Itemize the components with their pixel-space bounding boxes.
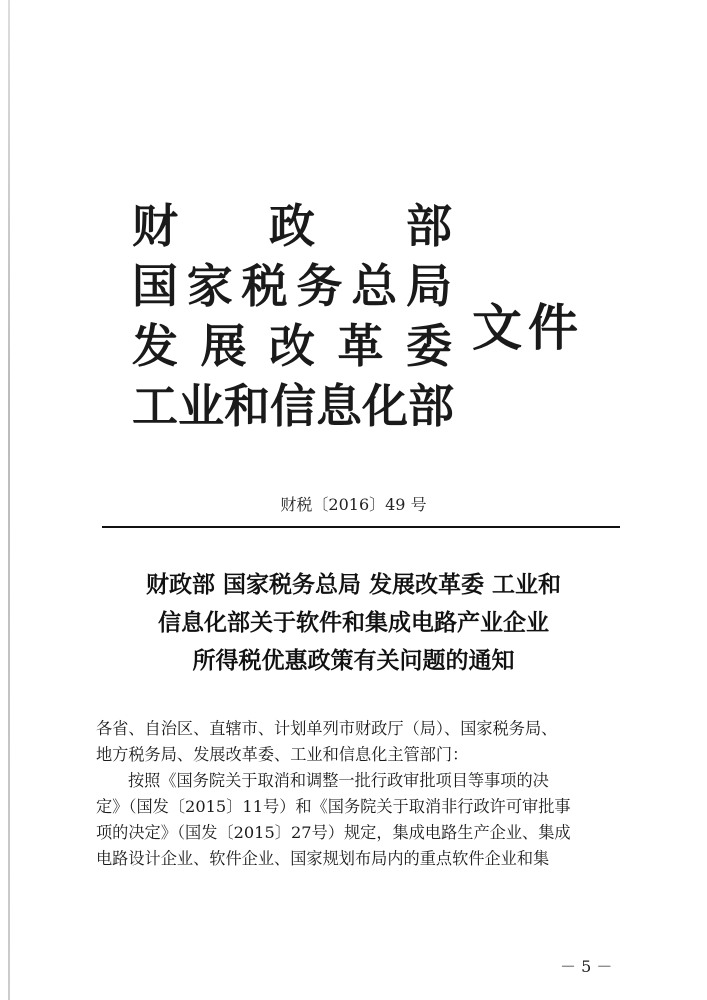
agency-line-4: 工业和信息化部	[132, 379, 454, 433]
page-number: － 5 －	[560, 957, 613, 976]
header-rule	[102, 526, 620, 528]
agency-line-1: 财 政 部	[132, 199, 452, 253]
body-line-5: 项的决定》（国发〔2015〕27号）规定，集成电路生产企业、集成	[96, 823, 571, 842]
agency-line-2: 国家税务总局	[132, 259, 452, 313]
body-line-2: 地方税务局、发展改革委、工业和信息化主管部门：	[96, 745, 469, 764]
document-label: 文件	[472, 299, 584, 357]
agency-line-3: 发 展 改 革 委	[132, 319, 452, 373]
body-line-4: 定》（国发〔2015〕11号）和《国务院关于取消非行政许可审批事	[96, 797, 571, 816]
body-line-1: 各省、自治区、直辖市、计划单列市财政厅（局）、国家税务局、	[96, 719, 558, 738]
document-body	[96, 716, 636, 872]
document-number: 财税〔2016〕49 号	[280, 495, 427, 514]
body-line-3: 按照《国务院关于取消和调整一批行政审批项目等事项的决	[128, 771, 549, 790]
title-line-2: 信息化部关于软件和集成电路产业企业	[158, 610, 549, 636]
issuing-agencies-header	[132, 198, 602, 438]
title-line-1: 财政部 国家税务总局 发展改革委 工业和	[145, 572, 562, 598]
body-line-6: 电路设计企业、软件企业、国家规划布局内的重点软件企业和集	[96, 849, 550, 868]
document-title	[0, 566, 707, 680]
title-line-3: 所得税优惠政策有关问题的通知	[192, 648, 515, 674]
